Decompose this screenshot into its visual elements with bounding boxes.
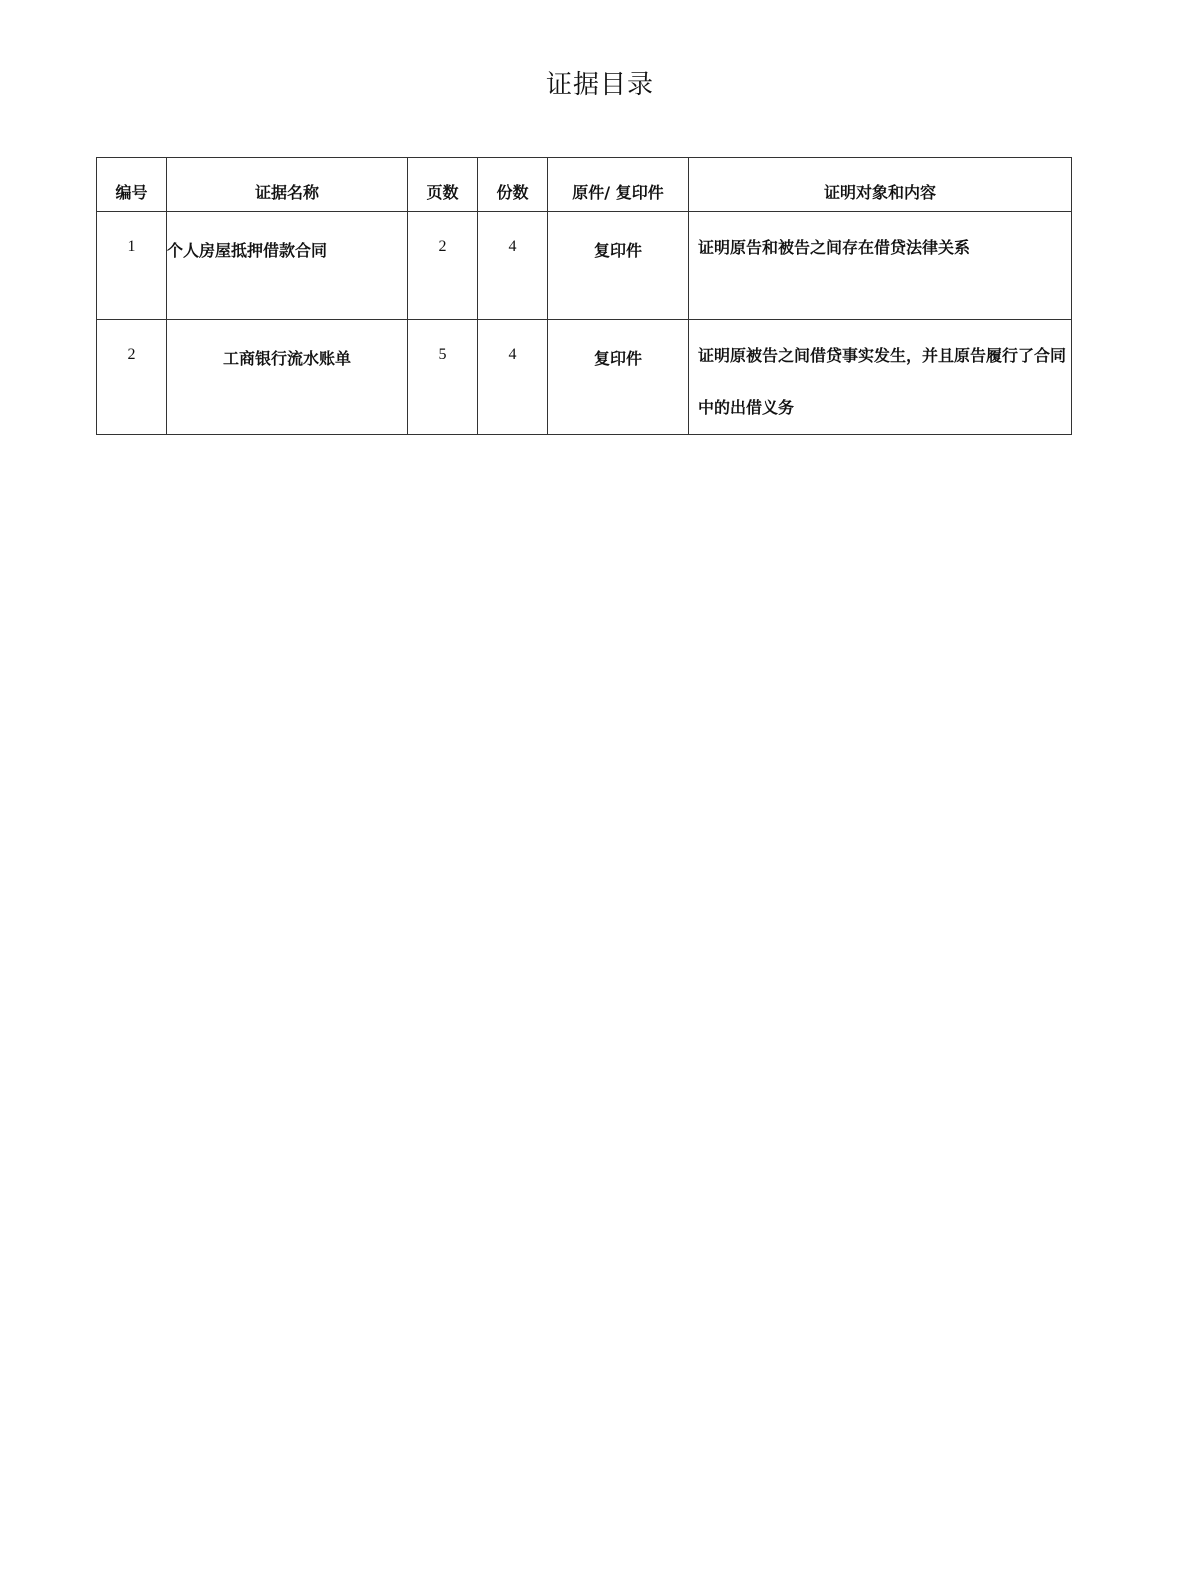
row-pages: 2 xyxy=(408,212,478,320)
row-type: 复印件 xyxy=(548,320,689,435)
header-type: 原件/ 复印件 xyxy=(548,158,689,212)
header-purpose: 证明对象和内容 xyxy=(689,158,1072,212)
table-row xyxy=(97,212,1072,320)
row-number: 1 xyxy=(97,212,167,320)
row-name: 个人房屋抵押借款合同 xyxy=(167,212,408,320)
row-name: 工商银行流水账单 xyxy=(167,320,408,435)
table-row xyxy=(97,320,1072,435)
row-number: 2 xyxy=(97,320,167,435)
header-number: 编号 xyxy=(97,158,167,212)
row-purpose: 证明原被告之间借贷事实发生，并且原告履行了合同中的出借义务 xyxy=(689,320,1072,435)
row-type: 复印件 xyxy=(548,212,689,320)
table-header-row xyxy=(97,158,1072,212)
header-copies: 份数 xyxy=(478,158,548,212)
row-pages: 5 xyxy=(408,320,478,435)
row-copies: 4 xyxy=(478,320,548,435)
row-copies: 4 xyxy=(478,212,548,320)
row-purpose: 证明原告和被告之间存在借贷法律关系 xyxy=(689,212,1072,320)
header-name: 证据名称 xyxy=(167,158,408,212)
evidence-table xyxy=(96,157,1072,435)
header-pages: 页数 xyxy=(408,158,478,212)
page-title: 证据目录 xyxy=(545,70,654,100)
